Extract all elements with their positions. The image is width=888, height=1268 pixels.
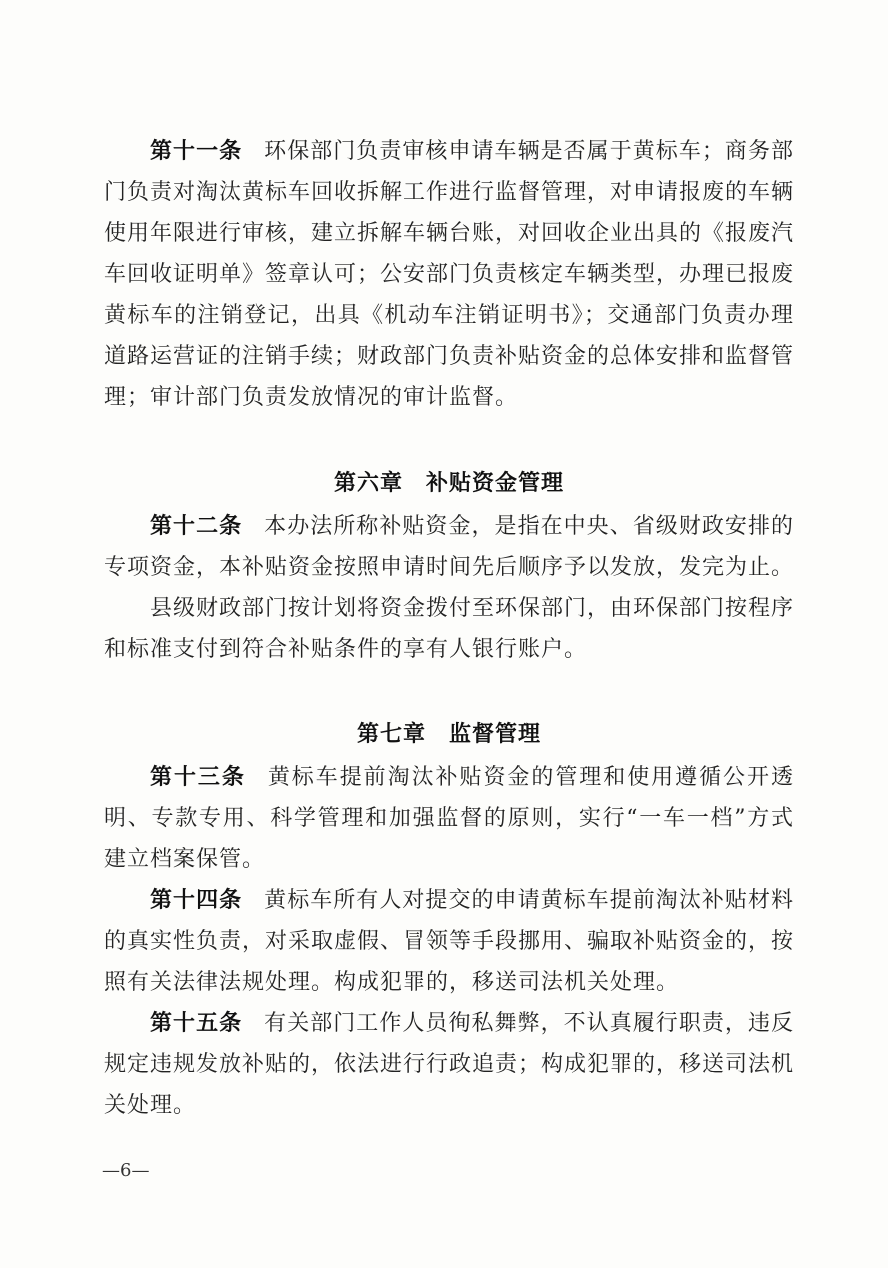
chapter-6-title: 第六章 补贴资金管理 (333, 471, 564, 496)
article-12-paragraph-2: 县级财政部门按计划将资金拨付至环保部门，由环保部门按程序和标准支付到符合补贴条件的享有人银行账户。 (104, 596, 795, 662)
article-13-heading: 第十三条 (150, 765, 246, 790)
article-14-text: 黄标车所有人对提交的申请黄标车提前淘汰补贴材料的真实性负责，对采取虚假、冒领等手段挪用、骗取补贴资金的，按照有关法律法规处理。构成犯罪的，移送司法机关处理。 (104, 888, 795, 995)
chapter-7-title: 第七章 监督管理 (356, 722, 541, 747)
article-13-paragraph (104, 757, 794, 880)
page-number: —6— (102, 1160, 150, 1181)
article-11-heading: 第十一条 (150, 139, 243, 164)
article-11-paragraph (104, 131, 794, 418)
article-15-text: 有关部门工作人员徇私舞弊，不认真履行职责，违反规定违规发放补贴的，依法进行行政追责；构成犯罪的，移送司法机关处理。 (104, 1011, 795, 1118)
article-12 (104, 506, 794, 670)
article-12-heading: 第十二条 (150, 514, 243, 539)
article-14-paragraph (104, 880, 794, 1003)
article-15-heading: 第十五条 (150, 1011, 243, 1036)
article-11 (104, 131, 794, 418)
article-12-text: 本办法所称补贴资金，是指在中央、省级财政安排的专项资金，本补贴资金按照申请时间先后顺序予以发放，发完为止。 (104, 514, 795, 580)
article-14-heading: 第十四条 (150, 888, 243, 913)
article-12-paragraph (104, 506, 794, 588)
article-15-paragraph (104, 1003, 794, 1126)
article-13-text: 黄标车提前淘汰补贴资金的管理和使用遵循公开透明、专款专用、科学管理和加强监督的原则，实行“一车一档”方式建立档案保管。 (104, 765, 794, 872)
article-11-text: 环保部门负责审核申请车辆是否属于黄标车；商务部门负责对淘汰黄标车回收拆解工作进行监督管理，对申请报废的车辆使用年限进行审核，建立拆解车辆台账，对回收企业出具的《报废汽车回收证明单》签章认可；公安部门负责核定车辆类型，办理已报废黄标车的注销登记，出具《机动车注销证明书》；交通部门负责办理道路运营证的注销手续；财政部门负责补贴资金的总体安排和监督管理；审计部门负责发放情况的审计监督。 (104, 139, 795, 410)
article-13 (104, 757, 794, 1126)
